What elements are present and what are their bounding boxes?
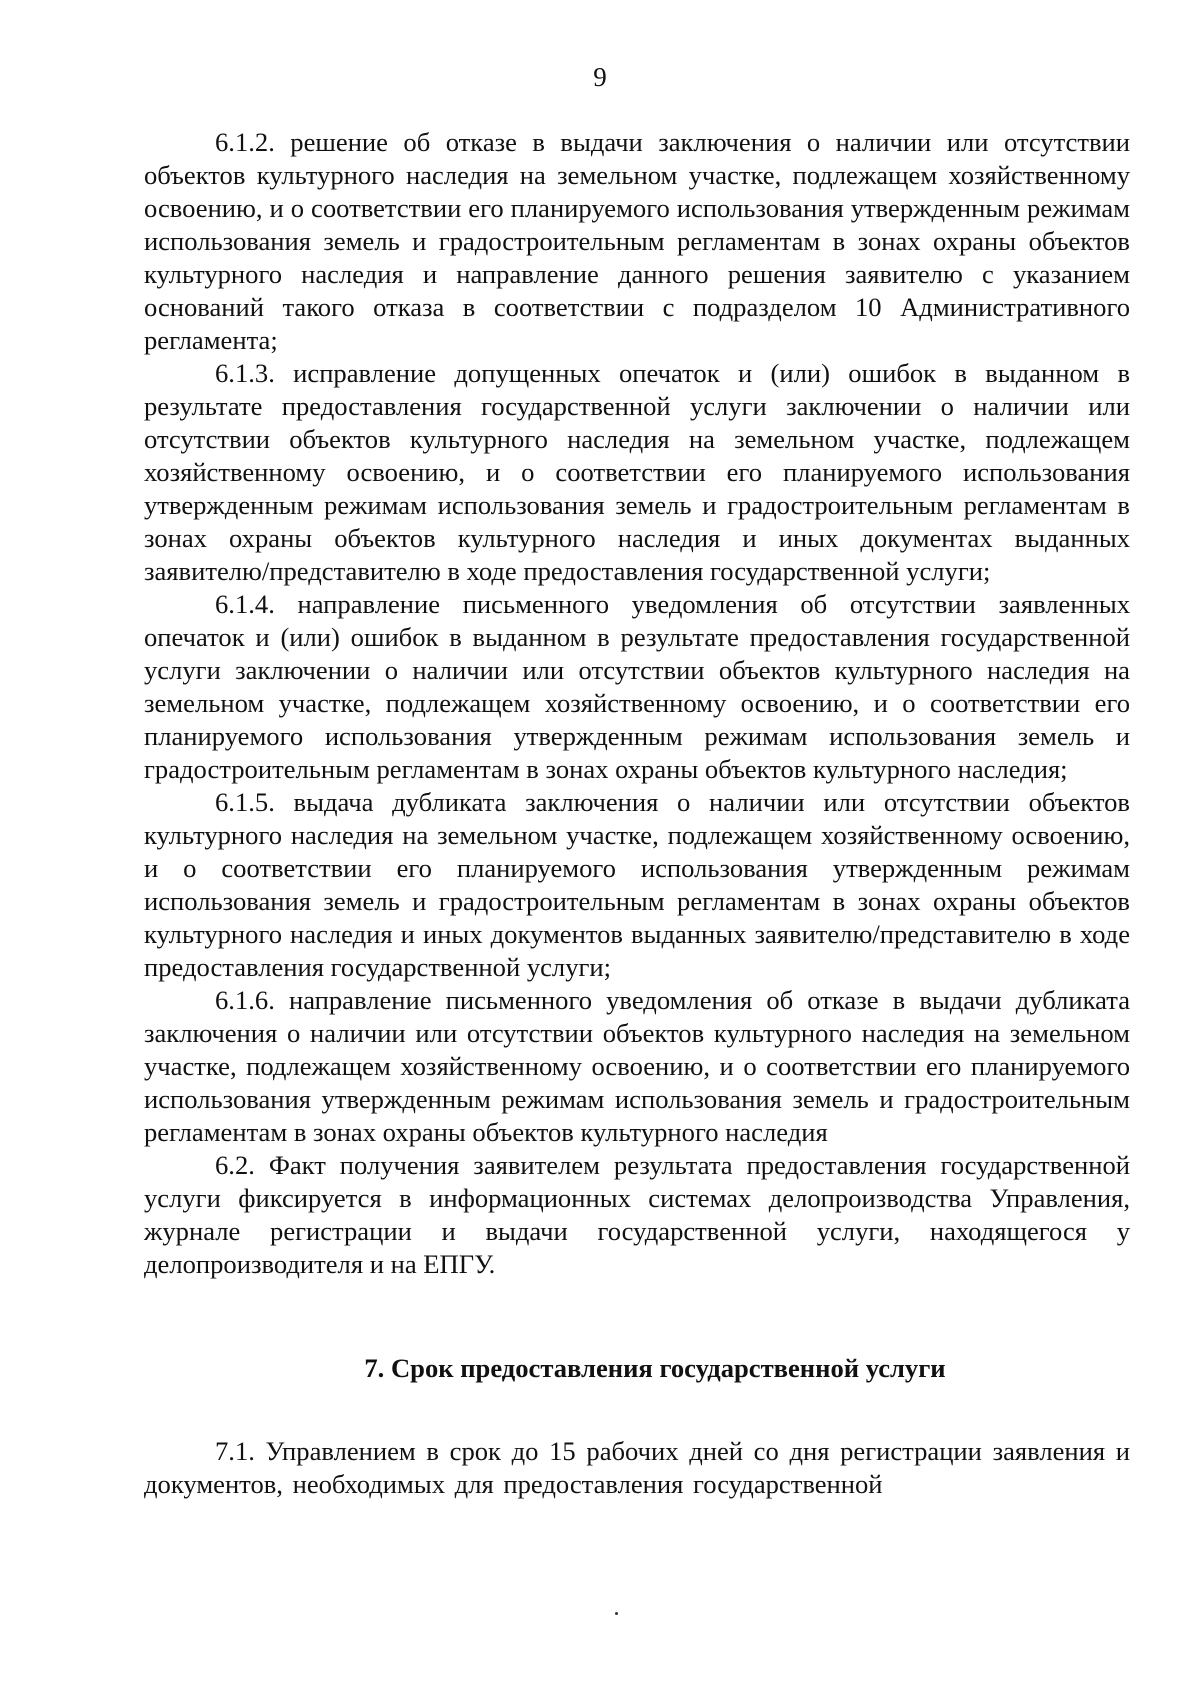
paragraph-6-1-4: 6.1.4. направление письменного уведомления об отсутствии заявленных опечаток и (или) ошибок в выданном в результате предоставления государственной услуги заключении о наличии или отсутствии объектов культурного наследия на земельном участке, подлежащем хозяйственному освоению, и о соответствии его планируемого использования утвержденным режимам использования земель и градостроительным регламентам в зонах охраны объектов культурного наследия;: [144, 589, 1130, 784]
section-heading: 7. Срок предоставления государственной услуги: [364, 1353, 946, 1383]
scan-mark: [615, 1612, 618, 1615]
page-number: 9: [593, 62, 607, 92]
paragraph-6-1-5: 6.1.5. выдача дубликата заключения о наличии или отсутствии объектов культурного наследия на земельном участке, подлежащем хозяйственному освоению, и о соответствии его планируемого использования утвержденным режимам использования земель и градостроительным регламентам в зонах охраны объектов культурного наследия и иных документов выданных заявителю/представителю в ходе предоставления государственной услуги;: [144, 787, 1130, 982]
document-body: [144, 126, 1130, 1501]
paragraph-6-2: 6.2. Факт получения заявителем результата предоставления государственной услуги фиксируется в информационных системах делопроизводства Управления, журнале регистрации и выдачи государственной услуги, находящегося у делопроизводителя и на ЕПГУ.: [144, 1150, 1130, 1279]
paragraph-6-1-3: 6.1.3. исправление допущенных опечаток и (или) ошибок в выданном в результате предоставления государственной услуги заключении о наличии или отсутствии объектов культурного наследия на земельном участке, подлежащем хозяйственному освоению, и о соответствии его планируемого использования утвержденным режимам использования земель и градостроительным регламентам в зонах охраны объектов культурного наследия и иных документах выданных заявителю/представителю в ходе предоставления государственной услуги;: [144, 358, 1130, 586]
paragraph-7-1: 7.1. Управлением в срок до 15 рабочих дней со дня регистрации заявления и документов, необходимых для предоставления государственной: [144, 1436, 1130, 1499]
paragraph-6-1-6: 6.1.6. направление письменного уведомления об отказе в выдачи дубликата заключения о наличии или отсутствии объектов культурного наследия на земельном участке, подлежащем хозяйственному освоению, и о соответствии его планируемого использования утвержденным режимам использования земель и градостроительным регламентам в зонах охраны объектов культурного наследия: [144, 985, 1130, 1147]
paragraph-6-1-2: 6.1.2. решение об отказе в выдачи заключения о наличии или отсутствии объектов культурного наследия на земельном участке, подлежащем хозяйственному освоению, и о соответствии его планируемого использования утвержденным режимам использования земель и градостроительным регламентам в зонах охраны объектов культурного наследия и направление данного решения заявителю с указанием оснований такого отказа в соответствии с подразделом 10 Административного регламента;: [144, 127, 1130, 355]
